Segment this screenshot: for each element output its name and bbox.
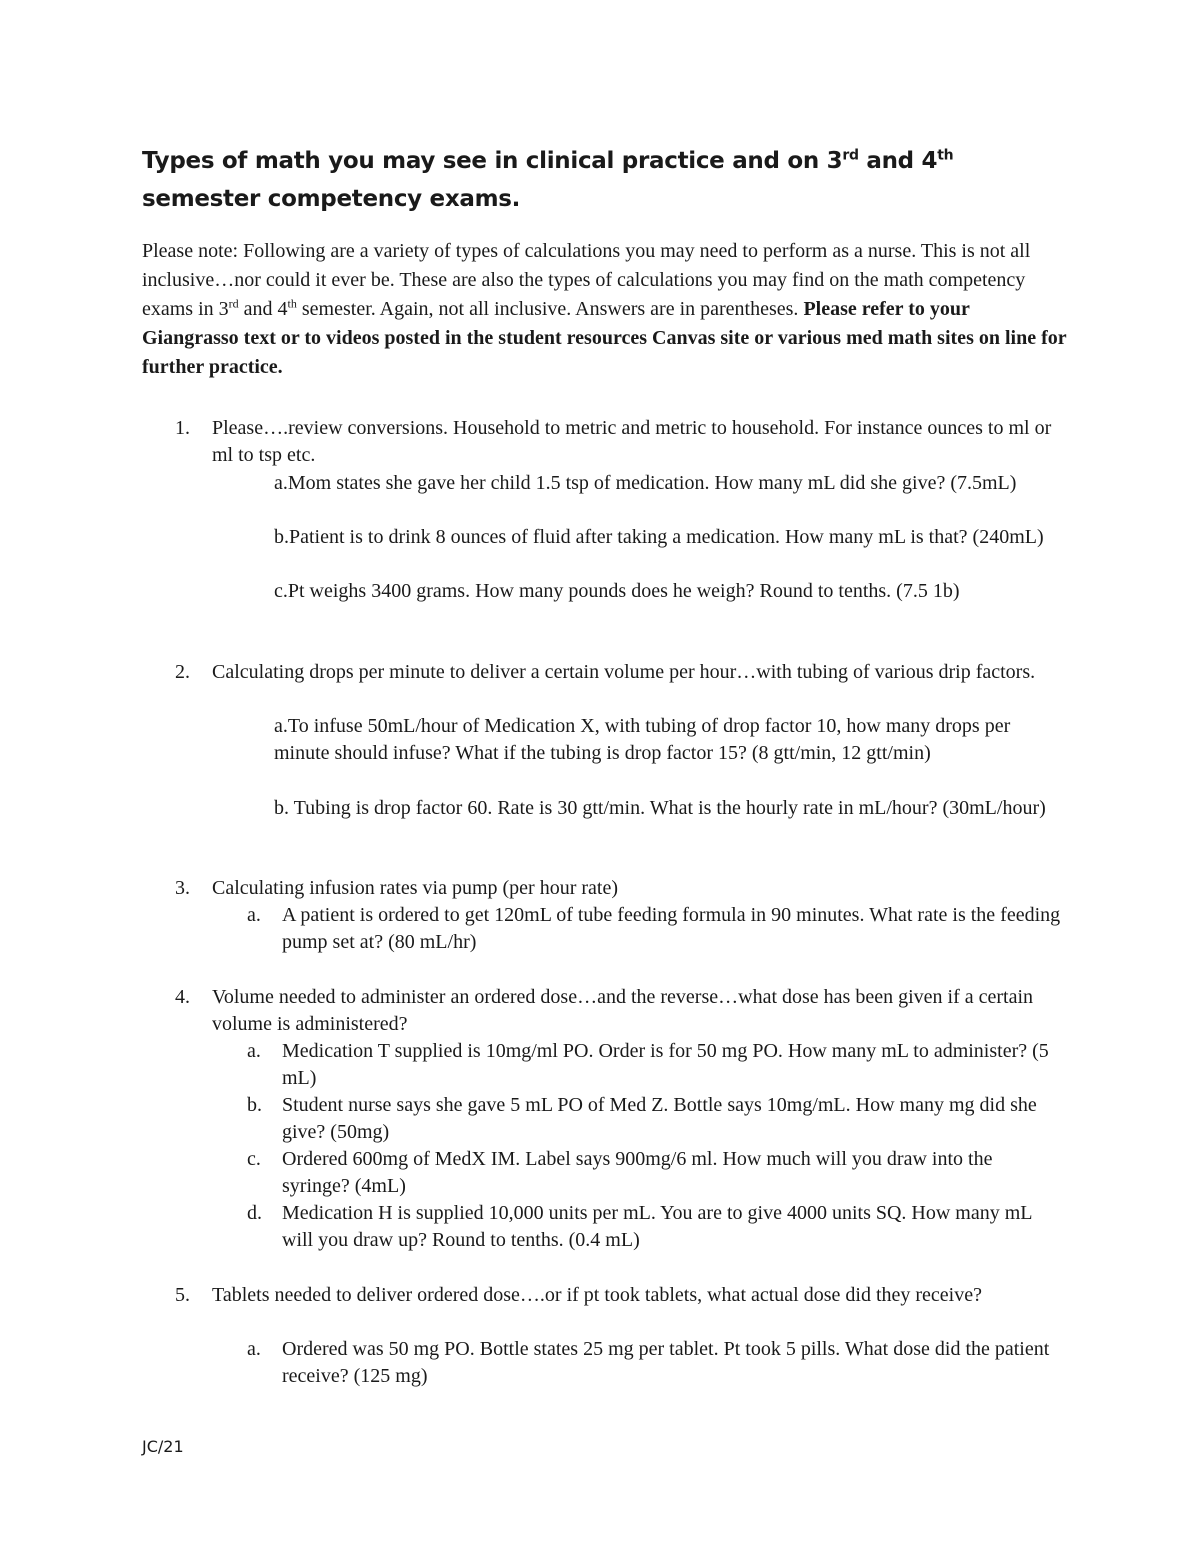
sub-question-label: a.	[247, 1040, 261, 1062]
note-text: Please note: Following are a variety of types of calculations you may need to perform as a nurse. This is not all inclusive…nor could it ever be. These are also the types of calculations you may find on the math competency exams in 3	[142, 240, 1031, 320]
title-text: and 4	[858, 148, 938, 174]
page-footer: JC/21	[142, 1437, 184, 1456]
note-superscript: rd	[228, 296, 239, 311]
note-text: semester. Again, not all inclusive. Answers are in parentheses.	[296, 298, 804, 320]
sub-question: b.Patient is to drink 8 ounces of fluid after taking a medication. How many mL is that? (240mL)	[274, 526, 1044, 548]
question-text: Calculating infusion rates via pump (per hour rate)	[212, 877, 618, 899]
question-text: Calculating drops per minute to deliver a certain volume per hour…with tubing of various drip factors.	[212, 661, 1036, 683]
question-text: Volume needed to administer an ordered dose…and the reverse…what dose has been given if a certain volume is administered?	[212, 986, 1034, 1035]
question-number: 3.	[175, 877, 190, 899]
question-text: Please….review conversions. Household to metric and metric to household. For instance ounces to ml or ml to tsp etc.	[212, 417, 1052, 466]
question-text: Tablets needed to deliver ordered dose….or if pt took tablets, what actual dose did they receive?	[212, 1284, 982, 1306]
sub-question: c.Pt weighs 3400 grams. How many pounds does he weigh? Round to tenths. (7.5 1b)	[274, 580, 960, 602]
question-number: 2.	[175, 661, 190, 683]
question-number: 5.	[175, 1284, 190, 1306]
title-superscript: th	[937, 147, 954, 164]
question-number: 1.	[175, 417, 190, 439]
question-number: 4.	[175, 986, 190, 1008]
title-text: semester competency exams.	[142, 186, 521, 212]
document-title	[142, 142, 1062, 218]
title-text: Types of math you may see in clinical practice and on 3	[142, 148, 843, 174]
sub-question: Student nurse says she gave 5 mL PO of Med Z. Bottle says 10mg/mL. How many mg did she give? (50mg)	[282, 1094, 1037, 1143]
sub-question-label: a.	[247, 904, 261, 926]
sub-question: a.Mom states she gave her child 1.5 tsp of medication. How many mL did she give? (7.5mL)	[274, 472, 1017, 494]
sub-question: a.To infuse 50mL/hour of Medication X, with tubing of drop factor 10, how many drops per minute should infuse? What if the tubing is drop factor 15? (8 gtt/min, 12 gtt/min)	[274, 715, 1011, 764]
sub-question: Ordered 600mg of MedX IM. Label says 900mg/6 ml. How much will you draw into the syringe? (4mL)	[282, 1148, 993, 1197]
sub-question: Medication T supplied is 10mg/ml PO. Order is for 50 mg PO. How many mL to administer? (5 mL)	[282, 1040, 1049, 1089]
sub-question-label: b.	[247, 1094, 262, 1116]
sub-question: b. Tubing is drop factor 60. Rate is 30 gtt/min. What is the hourly rate in mL/hour? (30mL/hour)	[274, 797, 1046, 819]
title-superscript: rd	[842, 147, 859, 164]
sub-question-label: c.	[247, 1148, 261, 1170]
sub-question-label: a.	[247, 1338, 261, 1360]
intro-note	[142, 237, 1067, 382]
note-superscript: th	[287, 296, 297, 311]
sub-question: A patient is ordered to get 120mL of tube feeding formula in 90 minutes. What rate is the feeding pump set at? (80 mL/hr)	[282, 904, 1061, 953]
note-text: and 4	[238, 298, 288, 320]
sub-question: Medication H is supplied 10,000 units per mL. You are to give 4000 units SQ. How many mL will you draw up? Round to tenths. (0.4 mL)	[282, 1202, 1032, 1251]
sub-question-label: d.	[247, 1202, 262, 1224]
sub-question: Ordered was 50 mg PO. Bottle states 25 mg per tablet. Pt took 5 pills. What dose did the patient receive? (125 mg)	[282, 1338, 1050, 1387]
note-bold-text: Please refer to your Giangrasso text or to videos posted in the student resources Canvas site or various med math sites on line for further practice.	[142, 298, 1067, 378]
